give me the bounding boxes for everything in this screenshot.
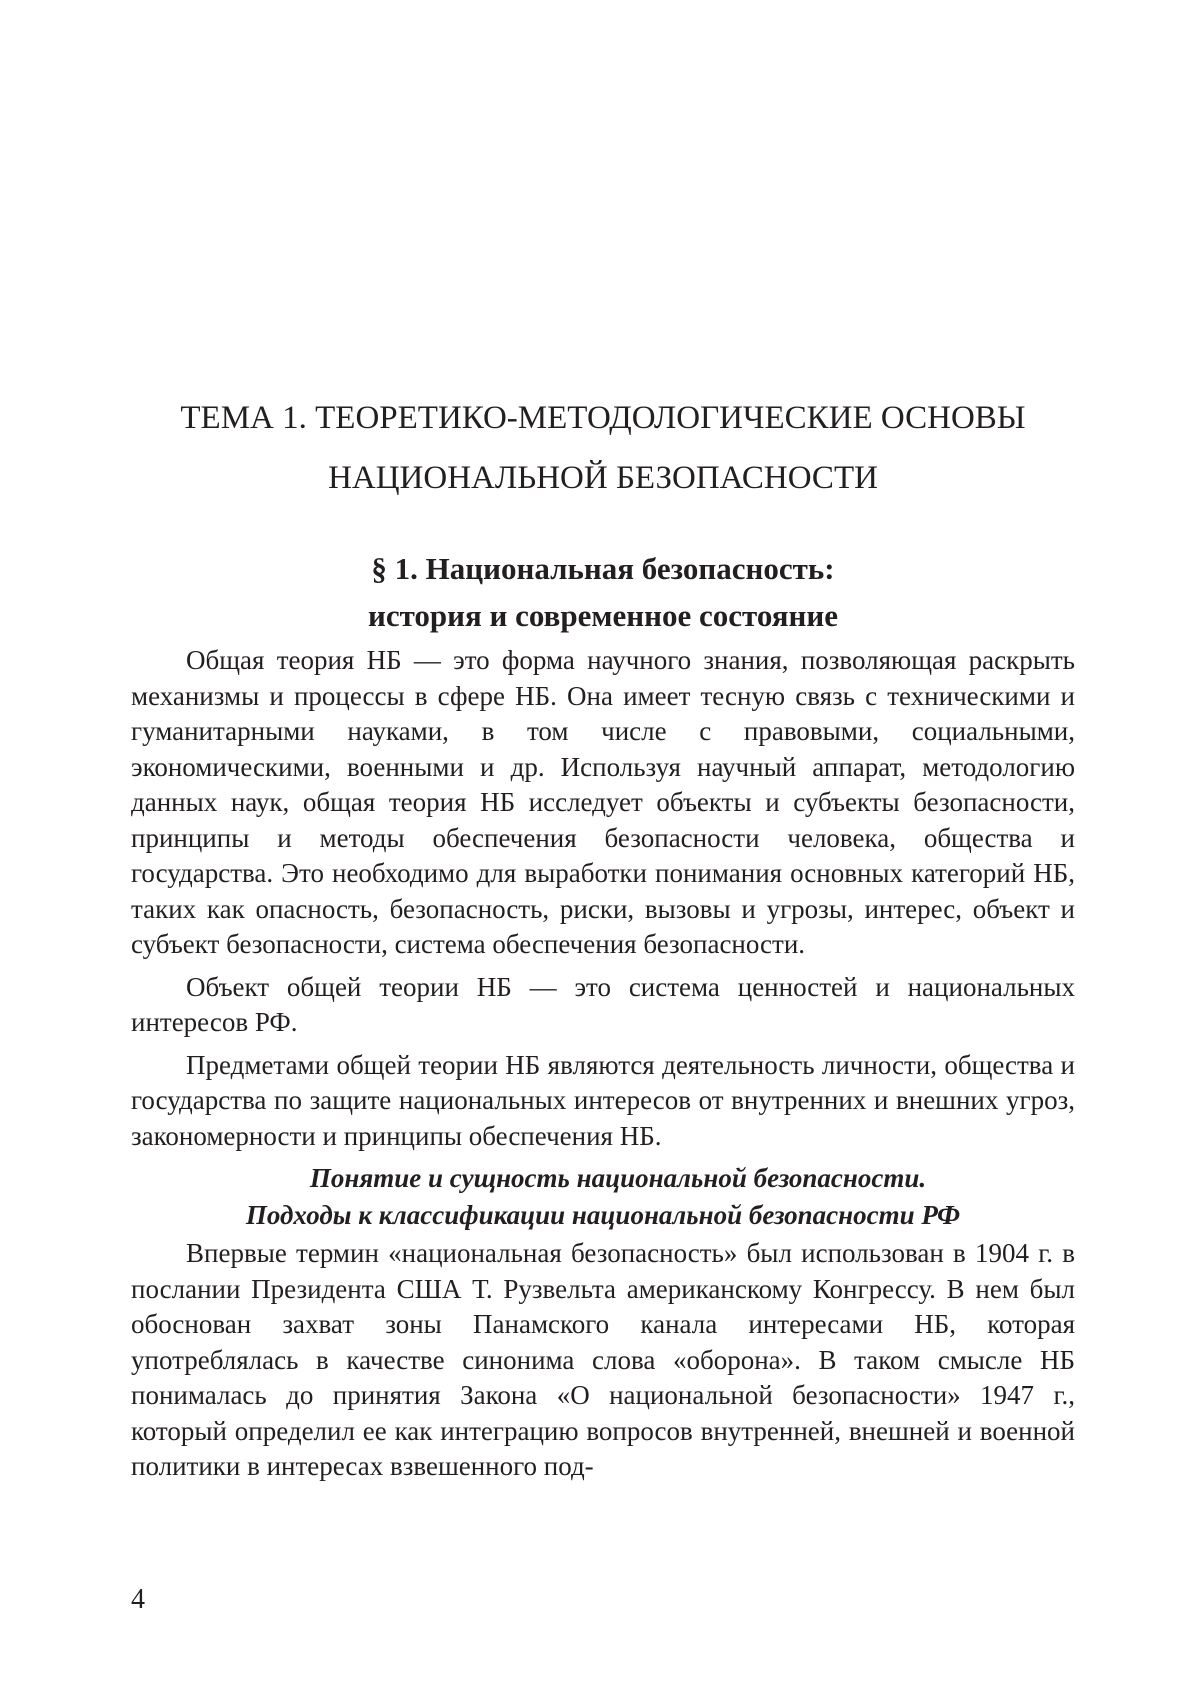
paragraph-general-theory: Общая теория НБ — это форма научного знания, позволяющая раскрыть механизмы и процессы в сфере НБ. Она имеет тесную связь с техническими и гуманитарными науками, в том числе с правовыми, социальными, экономическими, военными и др. Используя научный аппарат, методологию данных наук, общая теория НБ исследует объекты и субъекты безопасности, принципы и методы обеспечения безопасности человека, общества и государства. Это необходимо для выработки понимания основных категорий НБ, таких как опасность, безопасность, риски, вызовы и угрозы, интерес, объект и субъект безопасности, система обеспечения безопасности.	[131, 645, 1075, 959]
paragraph-term-history: Впервые термин «национальная безопасность» был использован в 1904 г. в послании Президента США Т. Рузвельта американскому Конгрессу. В нем был обоснован захват зоны Панамского канала интересами НБ, которая употреблялась в качестве синонима слова «оборона». В таком смысле НБ понималась до принятия Закона «О национальной безопасности» 1947 г., который определил ее как интеграцию вопросов внутренней, внешней и военной политики в интересах взвешенного под-	[131, 1238, 1075, 1481]
section-heading-line-1: § 1. Национальная безопасность:	[371, 551, 835, 586]
topic-title	[131, 388, 1075, 508]
topic-title-line-1: ТЕМА 1. ТЕОРЕТИКО-МЕТОДОЛОГИЧЕСКИЕ ОСНОВЫ	[180, 400, 1026, 436]
section-heading	[131, 545, 1075, 639]
subsection-heading	[131, 1160, 1075, 1234]
topic-title-line-2: НАЦИОНАЛЬНОЙ БЕЗОПАСНОСТИ	[328, 460, 878, 496]
page-number: 4	[131, 1584, 145, 1615]
subsection-heading-line-1: Понятие и сущность национальной безопасности.	[309, 1163, 927, 1193]
paragraph-object: Объект общей теории НБ — это система ценностей и национальных интересов РФ.	[131, 971, 1075, 1037]
paragraph-subject: Предметами общей теории НБ являются деятельность личности, общества и государства по защите национальных интересов от внутренних и внешних угроз, закономерности и принципы обеспечения НБ.	[131, 1049, 1075, 1151]
subsection-heading-line-2: Подходы к классификации национальной безопасности РФ	[245, 1200, 961, 1230]
section-heading-line-2: история и современное состояние	[367, 598, 838, 633]
page-content	[131, 388, 1075, 1485]
